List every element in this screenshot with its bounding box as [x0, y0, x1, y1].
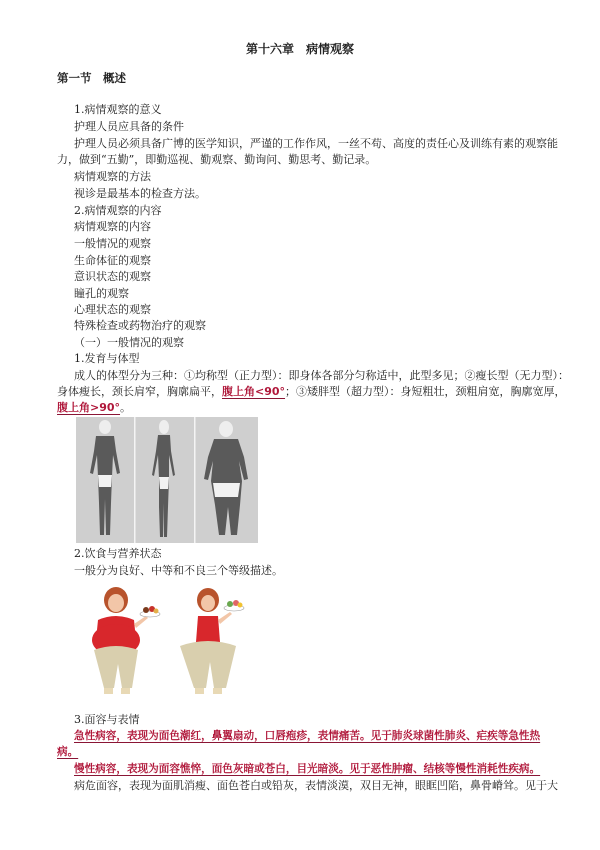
list-item: 心理状态的观察 [74, 303, 151, 316]
body-type-figure [76, 417, 258, 543]
heading-facial: 3.面容与表情 [74, 713, 140, 726]
paragraph-critical-face: 病危面容，表现为面肌消瘦、面色苍白或铅灰，表情淡漠，双目无神，眼眶凹陷，鼻骨嵴耸。见于大 [74, 779, 558, 792]
paragraph-requirements-2: 力，做到“五勤”，即勤巡视、勤观察、勤询问、勤思考、勤记录。 [57, 153, 377, 166]
paragraph-requirements-1: 护理人员必须具备广博的医学知识，严谨的工作作风，一丝不苟、高度的责任心及训练有素的观察能 [74, 137, 558, 150]
text-run: ；③矮胖型（超力型）：身短粗壮，颈粗肩宽，胸廓宽厚， [285, 385, 566, 398]
highlight-acute-face-cont: 病。 [57, 746, 79, 758]
heading-build: 1.发育与体型 [74, 352, 140, 365]
heading-significance: 1.病情观察的意义 [74, 103, 162, 116]
paragraph-build-1: 成人的体型分为三种：①均称型（正力型）：即身体各部分匀称适中，此型多见；②瘦长型（无力型）： [74, 369, 569, 382]
chapter-title: 第十六章 病情观察 [245, 42, 354, 56]
paragraph-build-3 [57, 400, 131, 416]
paragraph-build-2 [57, 384, 566, 400]
subheading-requirements: 护理人员应具备的条件 [74, 120, 184, 133]
list-item: 特殊检查或药物治疗的观察 [74, 319, 206, 332]
paragraph-methods: 视诊是最基本的检查方法。 [74, 187, 206, 200]
highlight-angle-lt: 腹上角<90° [222, 385, 286, 398]
heading-nutrition: 2.饮食与营养状态 [74, 547, 162, 560]
subheading-methods: 病情观察的方法 [74, 170, 151, 183]
list-item: 瞳孔的观察 [74, 287, 129, 300]
text-run: 身体瘦长，颈长肩窄，胸廓扁平， [57, 385, 222, 398]
nutrition-illustration [76, 584, 256, 702]
text-run: 。 [120, 401, 132, 414]
list-item: 生命体征的观察 [74, 254, 151, 267]
highlight-chronic-face: 慢性病容，表现为面容憔悴，面色灰暗或苍白，目光暗淡。见于恶性肿瘤、结核等慢性消耗性疾病。 [74, 763, 541, 775]
highlight-angle-gt: 腹上角>90° [57, 401, 121, 414]
list-item: 病情观察的内容 [74, 220, 151, 233]
subsection-general: （一）一般情况的观察 [74, 336, 184, 349]
list-item: 一般情况的观察 [74, 237, 151, 250]
paragraph-nutrition: 一般分为良好、中等和不良三个等级描述。 [74, 564, 283, 577]
list-item: 意识状态的观察 [74, 270, 151, 283]
section-title: 第一节 概述 [57, 71, 126, 85]
heading-content: 2.病情观察的内容 [74, 204, 162, 217]
highlight-acute-face: 急性病容，表现为面色潮红，鼻翼扇动，口唇疱疹，表情痛苦。见于肺炎球菌性肺炎、疟疾等急性热 [74, 730, 541, 742]
